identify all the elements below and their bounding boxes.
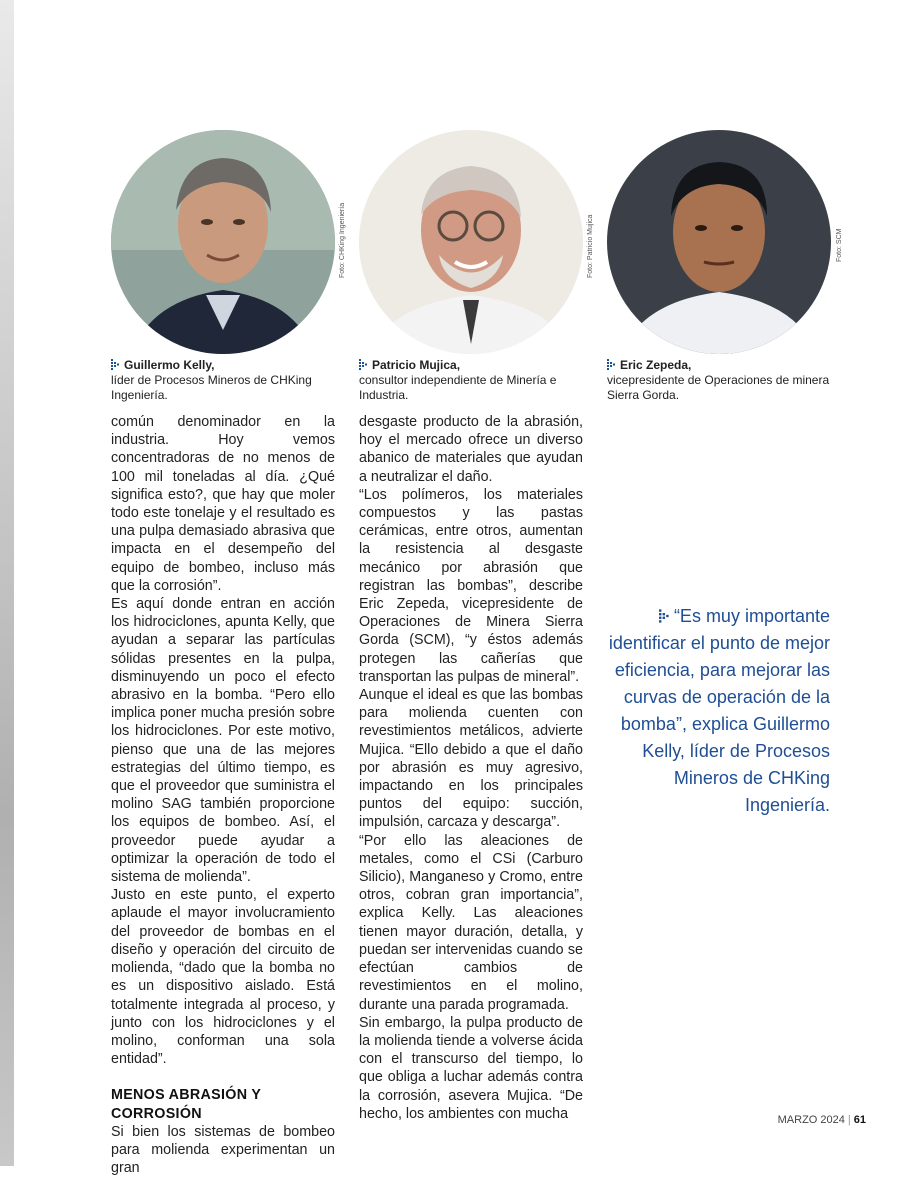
page-footer [778,1114,866,1126]
dotted-marker-icon [607,359,617,370]
paragraph: desgaste producto de la abrasión, hoy el mercado ofrece un diverso abanico de materiales que ayudan a neutralizar el daño. [359,414,583,485]
paragraph: Es aquí donde entran en acción los hidrociclones, apunta Kelly, que ayudan a separar las partículas sólidas presentes en la pulpa, disminuyendo un poco el efecto abrasivo en la bomba. “Pero ello implica poner mucha presión sobre los hidrociclones. Por este motivo, pienso que una de las mejores estrategias del último tiempo, es que el proveedor que suministra el molino SAG también proporcione los equipos de bombeo. Así, el proveedor puede ayudar a optimizar la operación de todo el sistema de molienda”. [111,596,335,886]
caption-name: Patricio Mujica, [372,358,461,372]
page-edge-decoration [0,0,14,1166]
paragraph: Si bien los sistemas de bombeo para molienda experimentan un gran [111,1123,335,1177]
paragraph: Aunque el ideal es que las bombas para molienda cuenten con revestimientos metálicos, advierte Mujica. “Ello debido a que el daño por abrasión es muy agresivo, impactando en los principales puntos del equipo: succión, impulsión, carcaza y descarga”. [359,687,583,831]
portrait-photo-icon [359,130,583,354]
pull-quote [600,603,830,819]
caption-patricio-mujica [359,358,585,403]
portrait-photo-icon [111,130,335,354]
issue-date: MARZO 2024 [777,1114,845,1126]
caption-role: consultor independiente de Minería e Industria. [359,373,557,402]
caption-role: vicepresidente de Operaciones de minera Sierra Gorda. [607,373,830,402]
caption-name: Guillermo Kelly, [124,358,215,372]
caption-name: Eric Zepeda, [620,358,692,372]
footer-separator: | [847,1114,851,1126]
paragraph: común denominador en la industria. Hoy vemos concentradoras de no menos de 100 mil toneladas al día. ¿Qué significa esto?, que hay que moler todo este tonelaje y el resultado es una pulpa demasiado abrasiva que impacta en el desempeño del equipo de bombeo, incluso más que la corrosión”. [111,414,335,594]
caption-guillermo-kelly [111,358,337,403]
article-column-2 [359,413,583,1123]
photo-credit-1: Foto: CHKing Ingeniería [339,202,346,278]
portrait-guillermo-kelly [111,130,335,354]
photo-credit-3: Foto: SCM [836,228,843,262]
dotted-marker-icon [111,359,121,370]
portrait-patricio-mujica [359,130,583,354]
paragraph: Justo en este punto, el experto aplaude el mayor involucramiento del proveedor de bombas en el diseño y operación del circuito de molienda, “dado que la bomba no es un dispositivo aislado. Está totalmente integrada al proceso, y junto con los hidrociclones y el molino, conforman una sola entidad”. [111,887,335,1068]
dotted-marker-icon [659,609,671,623]
portrait-eric-zepeda [607,130,831,354]
paragraph: Sin embargo, la pulpa producto de la molienda tiende a volverse ácida con el transcurso del tiempo, lo que obliga a luchar además contra la corrosión, asevera Mujica. “De hecho, los ambientes con mucha [359,1014,583,1122]
page-number: 61 [853,1114,866,1126]
caption-role: líder de Procesos Mineros de CHKing Ingeniería. [111,373,312,402]
caption-eric-zepeda [607,358,833,403]
section-heading: MENOS ABRASIÓN Y CORROSIÓN [111,1087,261,1122]
dotted-marker-icon [359,359,369,370]
article-column-1 [111,413,335,1177]
portrait-photo-icon [607,130,831,354]
paragraph: “Los polímeros, los materiales compuestos y las pastas cerámicas, entre otros, aumentan la resistencia al desgaste mecánico por abrasión que registran las bombas”, describe Eric Zepeda, vicepresidente de Operaciones de Minera Sierra Gorda (SCM), “y éstos además protegen las cañerías que transportan las pulpas de mineral”. [359,486,583,685]
pull-quote-text: “Es muy importante identificar el punto de mejor eficiencia, para mejorar las curvas de operación de la bomba”, explica Guillermo Kelly, líder de Procesos Mineros de CHKing Ingeniería. [608,606,830,815]
paragraph: “Por ello las aleaciones de metales, como el CSi (Carburo Silicio), Manganeso y Cromo, entre otros, cobran gran importancia”, explica Kelly. Las aleaciones tienen mayor duración, detalla, y puedan ser intervenidas cuando se efectúan cambios de revestimientos en el molino, durante una parada programada. [359,832,583,1013]
photo-credit-2: Foto: Patricio Mujica [587,214,594,278]
